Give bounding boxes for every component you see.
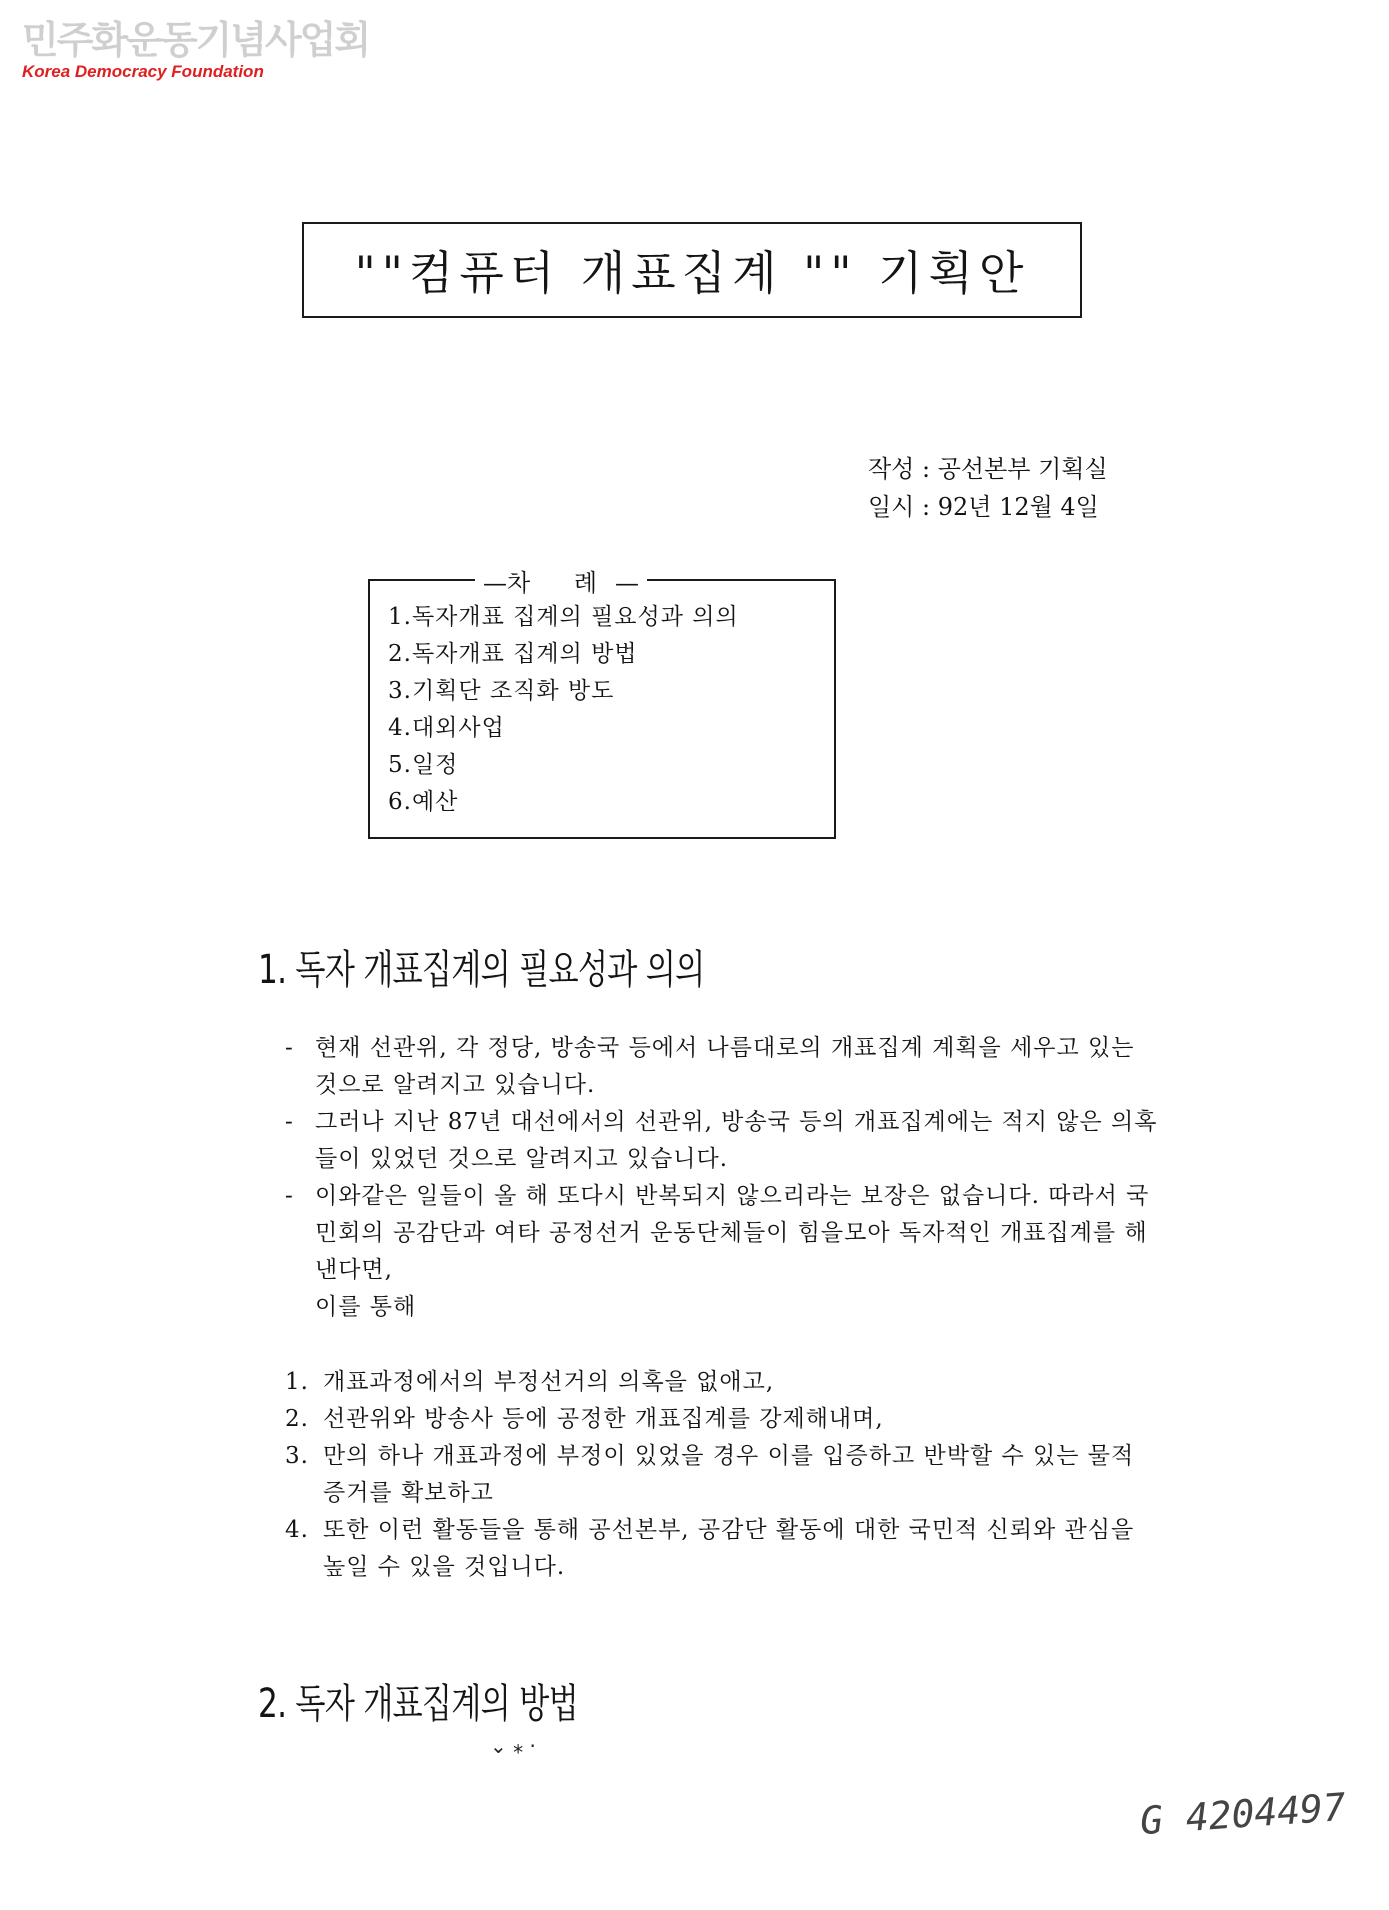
toc-item: 1.독자개표 집계의 필요성과 의의 xyxy=(388,604,739,630)
section-1-bullets xyxy=(285,1030,1165,1326)
numbered-item xyxy=(285,1401,1165,1438)
section-1-heading: 1. 독자 개표집계의 필요성과 의의 xyxy=(258,947,705,993)
document-title: ""컴퓨터 개표집계 "" 기획안 xyxy=(354,246,1030,300)
numbered-item xyxy=(285,1438,1165,1512)
bullet-text: 이와같은 일들이 올 해 또다시 반복되지 않으리라는 보장은 없습니다. 따라서 국민회의 공감단과 여타 공정선거 운동단체들이 힘을모아 독자적인 개표집계를 해낸다면, xyxy=(315,1183,1150,1283)
bullet-marker: - xyxy=(285,1035,294,1061)
toc-item: 2.독자개표 집계의 방법 xyxy=(388,641,638,667)
item-text: 만의 하나 개표과정에 부정이 있었을 경우 이를 입증하고 반박할 수 있는 물적 증거를 확보하고 xyxy=(323,1443,1135,1506)
numbered-item xyxy=(285,1364,1165,1401)
bullet-item xyxy=(285,1289,1165,1326)
watermark-english: Korea Democracy Foundation xyxy=(22,62,264,81)
bullet-marker xyxy=(285,1289,315,1326)
bullet-marker: - xyxy=(285,1183,294,1209)
section-1-numbered-list xyxy=(285,1364,1165,1586)
item-text: 개표과정에서의 부정선거의 의혹을 없애고, xyxy=(323,1369,775,1395)
toc-heading-text: 차 례 xyxy=(507,569,615,597)
watermark-korean: 민주화운동기념사업회 xyxy=(22,18,370,62)
toc-item: 6.예산 xyxy=(388,789,459,815)
toc-item: 4.대외사업 xyxy=(388,715,505,741)
item-number: 1. xyxy=(285,1369,309,1395)
numbered-item xyxy=(285,1512,1165,1586)
handwritten-id: G 4204497 xyxy=(1138,1784,1348,1844)
bullet-text: 현재 선관위, 각 정당, 방송국 등에서 나름대로의 개표집계 계획을 세우고 있는 것으로 알려지고 있습니다. xyxy=(315,1035,1135,1098)
document-meta xyxy=(868,450,1108,526)
section-2-heading: 2. 독자 개표집계의 방법 xyxy=(258,1681,578,1727)
meta-author: 작성 : 공선본부 기획실 xyxy=(868,455,1108,483)
watermark xyxy=(22,18,369,82)
document-title-box xyxy=(302,222,1082,318)
item-text: 선관위와 방송사 등에 공정한 개표집계를 강제해내며, xyxy=(323,1406,884,1432)
toc-heading xyxy=(475,563,647,598)
bullet-marker: - xyxy=(285,1109,294,1135)
item-number: 4. xyxy=(285,1517,309,1543)
table-of-contents xyxy=(368,569,836,839)
item-text: 또한 이런 활동들을 통해 공선본부, 공감단 활동에 대한 국민적 신뢰와 관심을 높일 수 있을 것입니다. xyxy=(323,1517,1135,1580)
toc-item: 3.기획단 조직화 방도 xyxy=(388,678,615,704)
ink-mark: ⌄ ⁎ · xyxy=(490,1734,536,1758)
meta-date: 일시 : 92년 12월 4일 xyxy=(868,493,1099,521)
bullet-text: 그러나 지난 87년 대선에서의 선관위, 방송국 등의 개표집계에는 적지 않은 의혹들이 있었던 것으로 알려지고 있습니다. xyxy=(315,1109,1158,1172)
item-number: 2. xyxy=(285,1406,309,1432)
item-number: 3. xyxy=(285,1443,309,1469)
bullet-item xyxy=(285,1030,1165,1104)
bullet-item xyxy=(285,1178,1165,1289)
bullet-item xyxy=(285,1104,1165,1178)
bullet-text: 이를 통해 xyxy=(315,1294,417,1320)
toc-item: 5.일정 xyxy=(388,752,459,778)
